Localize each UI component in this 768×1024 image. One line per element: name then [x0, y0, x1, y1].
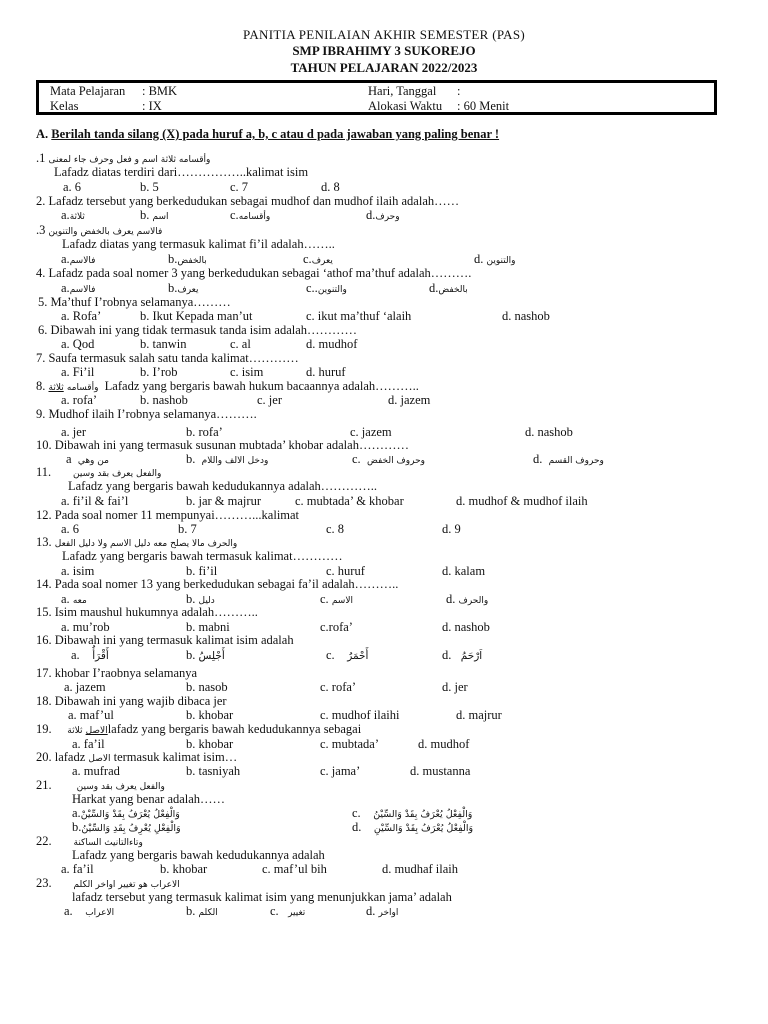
option-arabic: فالاسم	[69, 285, 96, 295]
q19-option-b[interactable]: b. khobar	[186, 737, 234, 751]
q23-option-c[interactable]	[270, 904, 305, 921]
q15-option-b[interactable]: b. mabni	[186, 620, 230, 634]
option-arabic: وَالْفِعْلُ يُعْرَفُ بِقَدْ وَالسِّيْنِ	[373, 823, 474, 834]
tanggal-value: :	[457, 84, 461, 98]
arabic-text: فالاسم يعرف بالخفض والتنوين	[48, 227, 163, 237]
question-text: termasuk kalimat isim…	[113, 750, 238, 764]
waktu-value: : 60 Menit	[457, 99, 510, 113]
q12-option-b[interactable]: b. 7	[178, 522, 197, 536]
question-21-text: Harkat yang benar adalah……	[72, 792, 226, 806]
instruction-text: Berilah tanda silang (X) pada huruf a, b, c atau d pada jawaban yang paling benar !	[51, 127, 500, 141]
option-arabic: والحرف	[458, 596, 489, 606]
option-letter: b.	[168, 281, 178, 295]
underlined-arabic: الاصل	[85, 726, 108, 736]
option-letter: c.	[352, 452, 361, 466]
q15-option-d[interactable]: d. nashob	[442, 620, 490, 634]
q5-option-b[interactable]: b. Ikut Kepada man’ut	[140, 309, 253, 323]
q9-option-b[interactable]: b. rofa’	[186, 425, 223, 439]
option-letter: b.	[140, 208, 150, 222]
q13-option-d[interactable]: d. kalam	[442, 564, 486, 578]
question-7-text: 7. Saufa termasuk salah satu tanda kalimat…………	[36, 351, 299, 365]
option-arabic: وَالْفِعْلُ يُعْرَفُ بِقَدْ وَالسِّيْنْ	[80, 809, 180, 820]
q5-option-c[interactable]: c. ikut ma’thuf ‘alaih	[306, 309, 412, 323]
q4-option-c[interactable]	[306, 281, 347, 298]
option-arabic: أَقْرَأُ	[92, 650, 109, 662]
option-arabic: أَحْمَرُ	[347, 650, 369, 662]
q1-option-d[interactable]: d. 8	[321, 180, 340, 194]
option-letter: a.	[61, 281, 70, 295]
q22-option-a[interactable]: a. fa’il	[61, 862, 94, 876]
option-arabic: بالخفض	[438, 285, 468, 295]
question-16-text: 16. Dibawah ini yang termasuk kalimat isim adalah	[36, 633, 294, 647]
q16-option-d[interactable]	[442, 648, 482, 664]
q15-option-a[interactable]: a. mu’rob	[61, 620, 110, 634]
option-arabic: بالخفض	[177, 256, 207, 266]
q23-option-d[interactable]	[366, 904, 398, 921]
kelas-label: Kelas	[50, 99, 79, 113]
option-letter: c.	[320, 592, 329, 606]
q13-option-a[interactable]: a. isim	[61, 564, 95, 578]
option-letter: a.	[61, 208, 70, 222]
q1-option-b[interactable]: b. 5	[140, 180, 159, 194]
option-arabic: وَالْفِعْلُ يُعْرَفُ بِقَدْ وَالسِّيْنُ	[373, 809, 473, 820]
arabic-text: ثلاثة	[67, 726, 83, 736]
question-12-text: 12. Pada soal nomer 11 mempunyai………...kalimat	[36, 508, 300, 522]
question-number: 8.	[36, 379, 46, 393]
q4-option-d[interactable]	[429, 281, 468, 298]
arabic-text: وتاءالتانيث الساكنة	[73, 838, 143, 848]
question-number: 21.	[36, 778, 52, 792]
kelas-value: : IX	[142, 99, 162, 113]
q20-option-c[interactable]: c. jama’	[320, 764, 361, 778]
q18-option-b[interactable]: b. khobar	[186, 708, 234, 722]
q8-option-a[interactable]: a. rofa’	[61, 393, 98, 407]
question-9-text: 9. Mudhof ilaih I’robnya selamanya……….	[36, 407, 257, 421]
question-14-text: 14. Pada soal nomer 13 yang berkedudukan sebagai fa’il adalah………..	[36, 577, 399, 591]
q2-option-d[interactable]	[366, 208, 400, 225]
q10-option-d[interactable]	[533, 452, 604, 469]
question-number: 13.	[36, 535, 52, 549]
q8-option-d[interactable]: d. jazem	[388, 393, 431, 407]
q16-option-a[interactable]	[71, 648, 109, 664]
question-3-text: Lafadz diatas yang termasuk kalimat fi’il adalah……..	[62, 237, 335, 251]
q12-option-c[interactable]: c. 8	[326, 522, 345, 536]
option-arabic: والتنوين	[486, 256, 516, 266]
option-arabic: الاعراب	[85, 908, 115, 918]
option-arabic: معه	[72, 596, 87, 606]
q19-option-c[interactable]: c. mubtada’	[320, 737, 380, 751]
option-letter: a.	[61, 592, 70, 606]
mapel-label: Mata Pelajaran	[50, 84, 126, 98]
q15-option-c[interactable]: c.rofa’	[320, 620, 353, 634]
q9-option-a[interactable]: a. jer	[61, 425, 86, 439]
arabic-text: الاعراب هو تغيير اواخر الكلم	[73, 880, 180, 890]
mapel-value: : BMK	[142, 84, 178, 98]
option-letter: c.	[270, 904, 279, 918]
option-letter: c.	[326, 648, 335, 662]
option-letter: b.	[186, 452, 196, 466]
q20-option-b[interactable]: b. tasniyah	[186, 764, 241, 778]
option-letter: c.	[303, 252, 312, 266]
question-number: 19.	[36, 722, 52, 736]
option-arabic: وحروف القسم	[548, 456, 604, 466]
committee-title: PANITIA PENILAIAN AKHIR SEMESTER (PAS)	[242, 27, 526, 42]
q23-option-b[interactable]	[186, 904, 218, 921]
option-arabic: الاسم	[331, 596, 353, 606]
q20-option-d[interactable]: d. mustanna	[410, 764, 471, 778]
q2-option-c[interactable]	[230, 208, 270, 225]
q20-option-a[interactable]: a. mufrad	[72, 764, 120, 778]
option-arabic: تغيير	[288, 908, 306, 918]
q19-option-a[interactable]: a. fa’il	[72, 737, 105, 751]
section-instruction	[36, 127, 499, 142]
q8-option-b[interactable]: b. nashob	[140, 393, 188, 407]
q17-option-b[interactable]: b. nasob	[186, 680, 228, 694]
q7-option-c[interactable]: c. isim	[230, 365, 264, 379]
option-letter: b.	[186, 592, 196, 606]
tanggal-label: Hari, Tanggal	[368, 84, 437, 98]
q16-option-b[interactable]	[186, 648, 225, 664]
option-letter: d.	[366, 904, 376, 918]
question-23-text: lafadz tersebut yang termasuk kalimat isim yang menunjukkan jama’ adalah	[72, 890, 452, 904]
school-name: SMP IBRAHIMY 3 SUKOREJO	[292, 43, 476, 58]
question-number: .1	[36, 151, 46, 165]
q6-option-c[interactable]: c. al	[230, 337, 251, 351]
option-letter: b.	[186, 904, 196, 918]
option-letter: b.	[72, 820, 82, 834]
option-letter: b.	[168, 252, 178, 266]
q9-option-d[interactable]: d. nashob	[525, 425, 573, 439]
q1-option-c[interactable]: c. 7	[230, 180, 249, 194]
question-5-text: 5. Ma’thuf I’robnya selamanya………	[38, 295, 231, 309]
arabic-text: الاصل	[88, 754, 111, 764]
option-letter: d.	[352, 820, 362, 834]
q8-option-c[interactable]: c. jer	[257, 393, 282, 407]
q18-option-a[interactable]: a. maf’ul	[68, 708, 114, 722]
option-arabic: يعرف	[177, 285, 199, 295]
question-4-text: 4. Lafadz pada soal nomer 3 yang berkedudukan sebagai ‘athof ma’thuf adalah……….	[36, 266, 472, 280]
q11-option-b[interactable]: b. jar & majrur	[186, 494, 261, 508]
q11-option-a[interactable]: a. fi’il & fai’l	[61, 494, 129, 508]
arabic-text: وأقسامه	[66, 383, 99, 393]
q7-option-d[interactable]: d. huruf	[306, 365, 346, 379]
question-17-text: 17. khobar I’raobnya selamanya	[36, 666, 198, 680]
q10-option-b[interactable]	[186, 452, 268, 469]
option-arabic: وأقسامه	[238, 212, 271, 222]
q17-option-a[interactable]: a. jazem	[64, 680, 106, 694]
underlined-arabic: ثلاثة	[48, 383, 64, 393]
option-arabic: يعرف	[311, 256, 333, 266]
q11-option-c[interactable]: c. mubtada’ & khobar	[295, 494, 404, 508]
q14-option-d[interactable]	[446, 592, 488, 609]
q18-option-c[interactable]: c. mudhof ilaihi	[320, 708, 400, 722]
q7-option-a[interactable]: a. Fi’il	[61, 365, 95, 379]
q10-option-c[interactable]	[352, 452, 425, 469]
option-letter: d.	[474, 252, 484, 266]
question-number: .3	[36, 223, 46, 237]
option-letter: b.	[186, 648, 196, 662]
q9-option-c[interactable]: c. jazem	[350, 425, 392, 439]
q7-option-b[interactable]: b. I’rob	[140, 365, 178, 379]
arabic-text: والحرف مالا يصلح معه دليل الاسم ولا دليل الفعل	[54, 539, 238, 549]
q14-option-c[interactable]	[320, 592, 353, 609]
option-letter: d.	[429, 281, 439, 295]
academic-year: TAHUN PELAJARAN 2022/2023	[290, 60, 478, 75]
q18-option-d[interactable]: d. majrur	[456, 708, 502, 722]
q13-option-b[interactable]: b. fi’il	[186, 564, 218, 578]
option-letter: d.	[366, 208, 376, 222]
q5-option-d[interactable]: d. nashob	[502, 309, 550, 323]
question-number: 23.	[36, 876, 52, 890]
option-arabic: وحروف الخفض	[366, 456, 425, 466]
option-arabic: أَجْلِسُ	[198, 650, 225, 662]
question-1-text: Lafadz diatas terdiri dari……………..kalimat isim	[54, 165, 309, 179]
question-number: 11.	[36, 465, 52, 479]
option-letter: a.	[61, 252, 70, 266]
option-arabic: اواخر	[378, 908, 399, 918]
q22-option-c[interactable]: c. maf’ul bih	[262, 862, 327, 876]
arabic-text: والفعل يعرف بقد وسين	[76, 782, 165, 792]
option-letter: c..	[306, 281, 318, 295]
q3-option-d[interactable]	[474, 252, 516, 269]
option-arabic: ثلاثة	[69, 212, 85, 222]
question-22-text: Lafadz yang bergaris bawah kedudukannya adalah	[72, 848, 325, 862]
q17-option-c[interactable]: c. rofa’	[320, 680, 357, 694]
option-arabic: اسم	[152, 212, 169, 222]
section-letter: A.	[36, 127, 49, 141]
q21-option-d[interactable]	[352, 820, 473, 836]
option-arabic: فالاسم	[69, 256, 96, 266]
option-letter: d.	[446, 592, 456, 606]
waktu-label: Alokasi Waktu	[368, 99, 443, 113]
option-letter: c.	[352, 806, 361, 820]
question-number: 22.	[36, 834, 52, 848]
q12-option-a[interactable]: a. 6	[61, 522, 80, 536]
q12-option-d[interactable]: d. 9	[442, 522, 461, 536]
question-13-text: Lafadz yang bergaris bawah termasuk kalimat…………	[62, 549, 343, 563]
q16-option-c[interactable]	[326, 648, 368, 664]
question-18-text: 18. Dibawah ini yang wajib dibaca jer	[36, 694, 227, 708]
question-6-text: 6. Dibawah ini yang tidak termasuk tanda isim adalah…………	[38, 323, 358, 337]
q17-option-d[interactable]: d. jer	[442, 680, 468, 694]
option-arabic: اَرْحَمُ	[460, 650, 483, 662]
option-arabic: والتنوين	[317, 285, 347, 295]
q23-option-a[interactable]	[64, 904, 114, 921]
q6-option-b[interactable]: b. tanwin	[140, 337, 187, 351]
option-letter: a.	[71, 648, 80, 662]
q19-option-d[interactable]: d. mudhof	[418, 737, 470, 751]
q13-option-c[interactable]: c. huruf	[326, 564, 365, 578]
question-text: Lafadz yang bergaris bawah hukum bacaannya adalah………..	[104, 379, 419, 393]
q6-option-a[interactable]: a. Qod	[61, 337, 95, 351]
q6-option-d[interactable]: d. mudhof	[306, 337, 358, 351]
question-10-text: 10. Dibawah ini yang termasuk susunan mubtada’ khobar adalah…………	[36, 438, 409, 452]
q22-option-b[interactable]: b. khobar	[160, 862, 208, 876]
q22-option-d[interactable]: d. mudhaf ilaih	[382, 862, 459, 876]
arabic-text: وأقسامه ثلاثة اسم و فعل وحرف جاء لمعنى	[48, 155, 211, 165]
q5-option-a[interactable]: a. Rofa’	[61, 309, 102, 323]
option-arabic: وَالْفِعْلِ يُعْرِفُ بِقَدِ وَالسِّيْنُ	[81, 823, 181, 834]
option-arabic: وحرف	[375, 212, 400, 222]
q1-option-a[interactable]: a. 6	[63, 180, 82, 194]
option-arabic: الكلم	[198, 908, 218, 918]
option-letter: c.	[230, 208, 239, 222]
option-arabic: دليل	[198, 596, 215, 606]
option-letter: a	[66, 452, 72, 466]
arabic-text: والفعل يعرف بقد وسين	[73, 469, 162, 479]
option-arabic: من وهي	[77, 456, 109, 466]
option-letter: a.	[72, 806, 81, 820]
option-arabic: ودخل الالف واللام	[201, 456, 269, 466]
q11-option-d[interactable]: d. mudhof & mudhof ilaih	[456, 494, 588, 508]
question-15-text: 15. Isim maushul hukumnya adalah………..	[36, 605, 258, 619]
question-text: lafadz yang bergaris bawah kedudukannya sebagai	[107, 722, 362, 736]
option-letter: d.	[442, 648, 452, 662]
option-letter: d.	[533, 452, 543, 466]
question-2-text: 2. Lafadz tersebut yang berkedudukan sebagai mudhof dan mudhof ilaih adalah……	[36, 194, 460, 208]
option-letter: a.	[64, 904, 73, 918]
question-11-text: Lafadz yang bergaris bawah kedudukannya adalah…………..	[68, 479, 378, 493]
question-text: 20. lafadz	[36, 750, 86, 764]
